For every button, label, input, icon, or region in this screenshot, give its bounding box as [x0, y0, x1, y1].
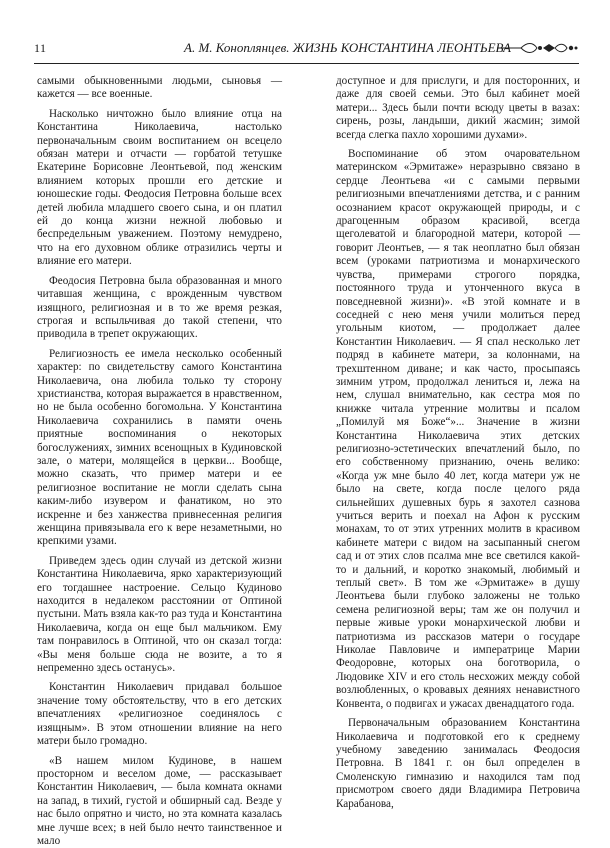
running-head — [34, 40, 579, 62]
paragraph: Феодосия Петровна была образованная и много читавшая женщина, с врожденным чувством изящного, религиозная и в то же время резкая, строгая и вспыльчивая до такой степени, что приводила в трепет окружающих. — [37, 275, 282, 342]
paragraph: Воспоминание об этом очаровательном материнском «Эрмитаже» неразрывно связано в сердце Леонтьева «и с самыми первыми религиозными впечатлениями детства, и с ранним осознанием красот окружающей природы, и с драгоценным образом красивой, всегда щеголеватой и благородной матери, которой — говорит Леонтьев, — я так неоплатно был обязан всем (уроками патриотизма и монархического чувства, примерами строгого порядка, постоянного труда и утонченного вкуса в повседневной жизни)». «В этой комнате и в соседней с нею меня учили молиться перед угольным киотом, — продолжает далее Константин Николаевич. — Я спал несколько лет подряд в кабинете матери, за колоннами, на трехштенном диване; и как часто, просыпаясь зимним утром, продолжал лениться и, лежа на нем, слушал внимательно, как сестра моя по книжке читала утренние молитвы и псалом „Помилуй мя Боже“»... Значение в жизни Константина Николаевича этих детских религиозно-эстетических впечатлений было, по его собственному признанию, очень велико: «Когда уж мне было 40 лет, когда матери уж не было на свете, когда после целого ряда сильнейших душевных бурь я захотел сазнова учиться верить и поехал на Афон к русским монахам, то от этих утренних молитв в красивом кабинете матери с видом на засыпанный снегом сад и от этих слов псалма мне все светился какой-то и дальний, и коротко знакомый, любимый и теплый свет». В том же «Эрмитаже» в душу Леонтьева были глубоко заложены не только семена религиозной веры; там же он получил и первые живые уроки монархической любви и патриотизма из рассказов матери о государе Николае Павловиче и императрице Марии Феодоровне, которых она боготворила, о Людовике XIV и его столь несхожих между собой возлюбленных, о кровавых деяниях ненавистного Конвента, о подвигах и ужасах двенадцатого года. — [336, 148, 580, 711]
paragraph: доступное и для прислуги, и для посторонних, и даже для своей семьи. Это был кабинет моей матери... Здесь были почти всюду цветы в вазах: сирень, розы, ландыши, дикий жасмин; зимой всегда слегка пахло хорошими духами». — [336, 75, 580, 142]
paragraph: Приведем здесь один случай из детской жизни Константина Николаевича, ярко характеризующий его тогдашнее настроение. Сельцо Кудиново находится в недалеком расстоянии от Оптиной пустыни. Мать взяла как-то раз туда и Константина Николаевича, когда он еще был мальчиком. Ему там понравилось в Оптиной, что он сказал тогда: «Вы меня больше сюда не возите, а то я непременно здесь останусь». — [37, 555, 282, 676]
paragraph: Первоначальным образованием Константина Николаевича и подготовкой его к среднему учебному заведению занималась Феодосия Петровна. В 1841 г. он был определен в Смоленскую гимназию и находился там под присмотром своего дяди Владимира Петровича Карабанова, — [336, 717, 580, 811]
running-title: А. М. Коноплянцев. ЖИЗНЬ КОНСТАНТИНА ЛЕОНТЬЕВА — [184, 40, 511, 56]
paragraph: Насколько ничтожно было влияние отца на Константина Николаевича, настолько первоначальным своим воспитанием он всецело обязан матери и отчасти — горбатой тетушке Екатерине Борисовне Леонтьевой, под женским влиянием которых прошли его детские и юношеские годы. Феодосия Петровна больше всех детей любила младшего своего сына, и он платил ей до конца жизни нежной любовью и беспредельным уважением. Поэтому немудрено, что на его духовном облике отразились черты и влияние его матери. — [37, 108, 282, 269]
page-number: 11 — [34, 41, 47, 56]
paragraph: Константин Николаевич придавал большое значение тому обстоятельству, что в его детских впечатлениях «религиозное соединялось с изящным». В этом отношении влияние на него матери было громадно. — [37, 681, 282, 748]
right-column — [336, 75, 580, 811]
ornament-icon — [497, 40, 579, 56]
left-column — [37, 75, 282, 848]
paragraph: Религиозность ее имела несколько особенный характер: по свидетельству самого Константина Николаевича, она любила только ту сторону христианства, которая выражается в нравственном, но не была особенно богомольна. У Константина Николаевича сохранились в памяти очень приятные воспоминания о некоторых богослужениях, зимних всенощных в Кудиновской зале, о матери, молящейся в церкви... Вообще, можно сказать, что пример матери и ее религиозное воспитание не могли сделать сына каким-либо изувером и фанатиком, но это искренне и без ханжества привнесенная религия женщина привязывала его к вере незаметными, но крепкими узами. — [37, 348, 282, 549]
paragraph: самыми обыкновенными людьми, сыновья — кажется — все военные. — [37, 75, 282, 102]
paragraph: «В нашем милом Кудинове, в нашем просторном и веселом доме, — рассказывает Константин Николаевич, — была комната окнами на запад, в тихий, густой и обширный сад. Везде у нас было опрятно и чисто, но эта комната казалась мне лучше всех; в ней было нечто таинственное и мало — [37, 755, 282, 848]
header-rule — [34, 63, 579, 64]
